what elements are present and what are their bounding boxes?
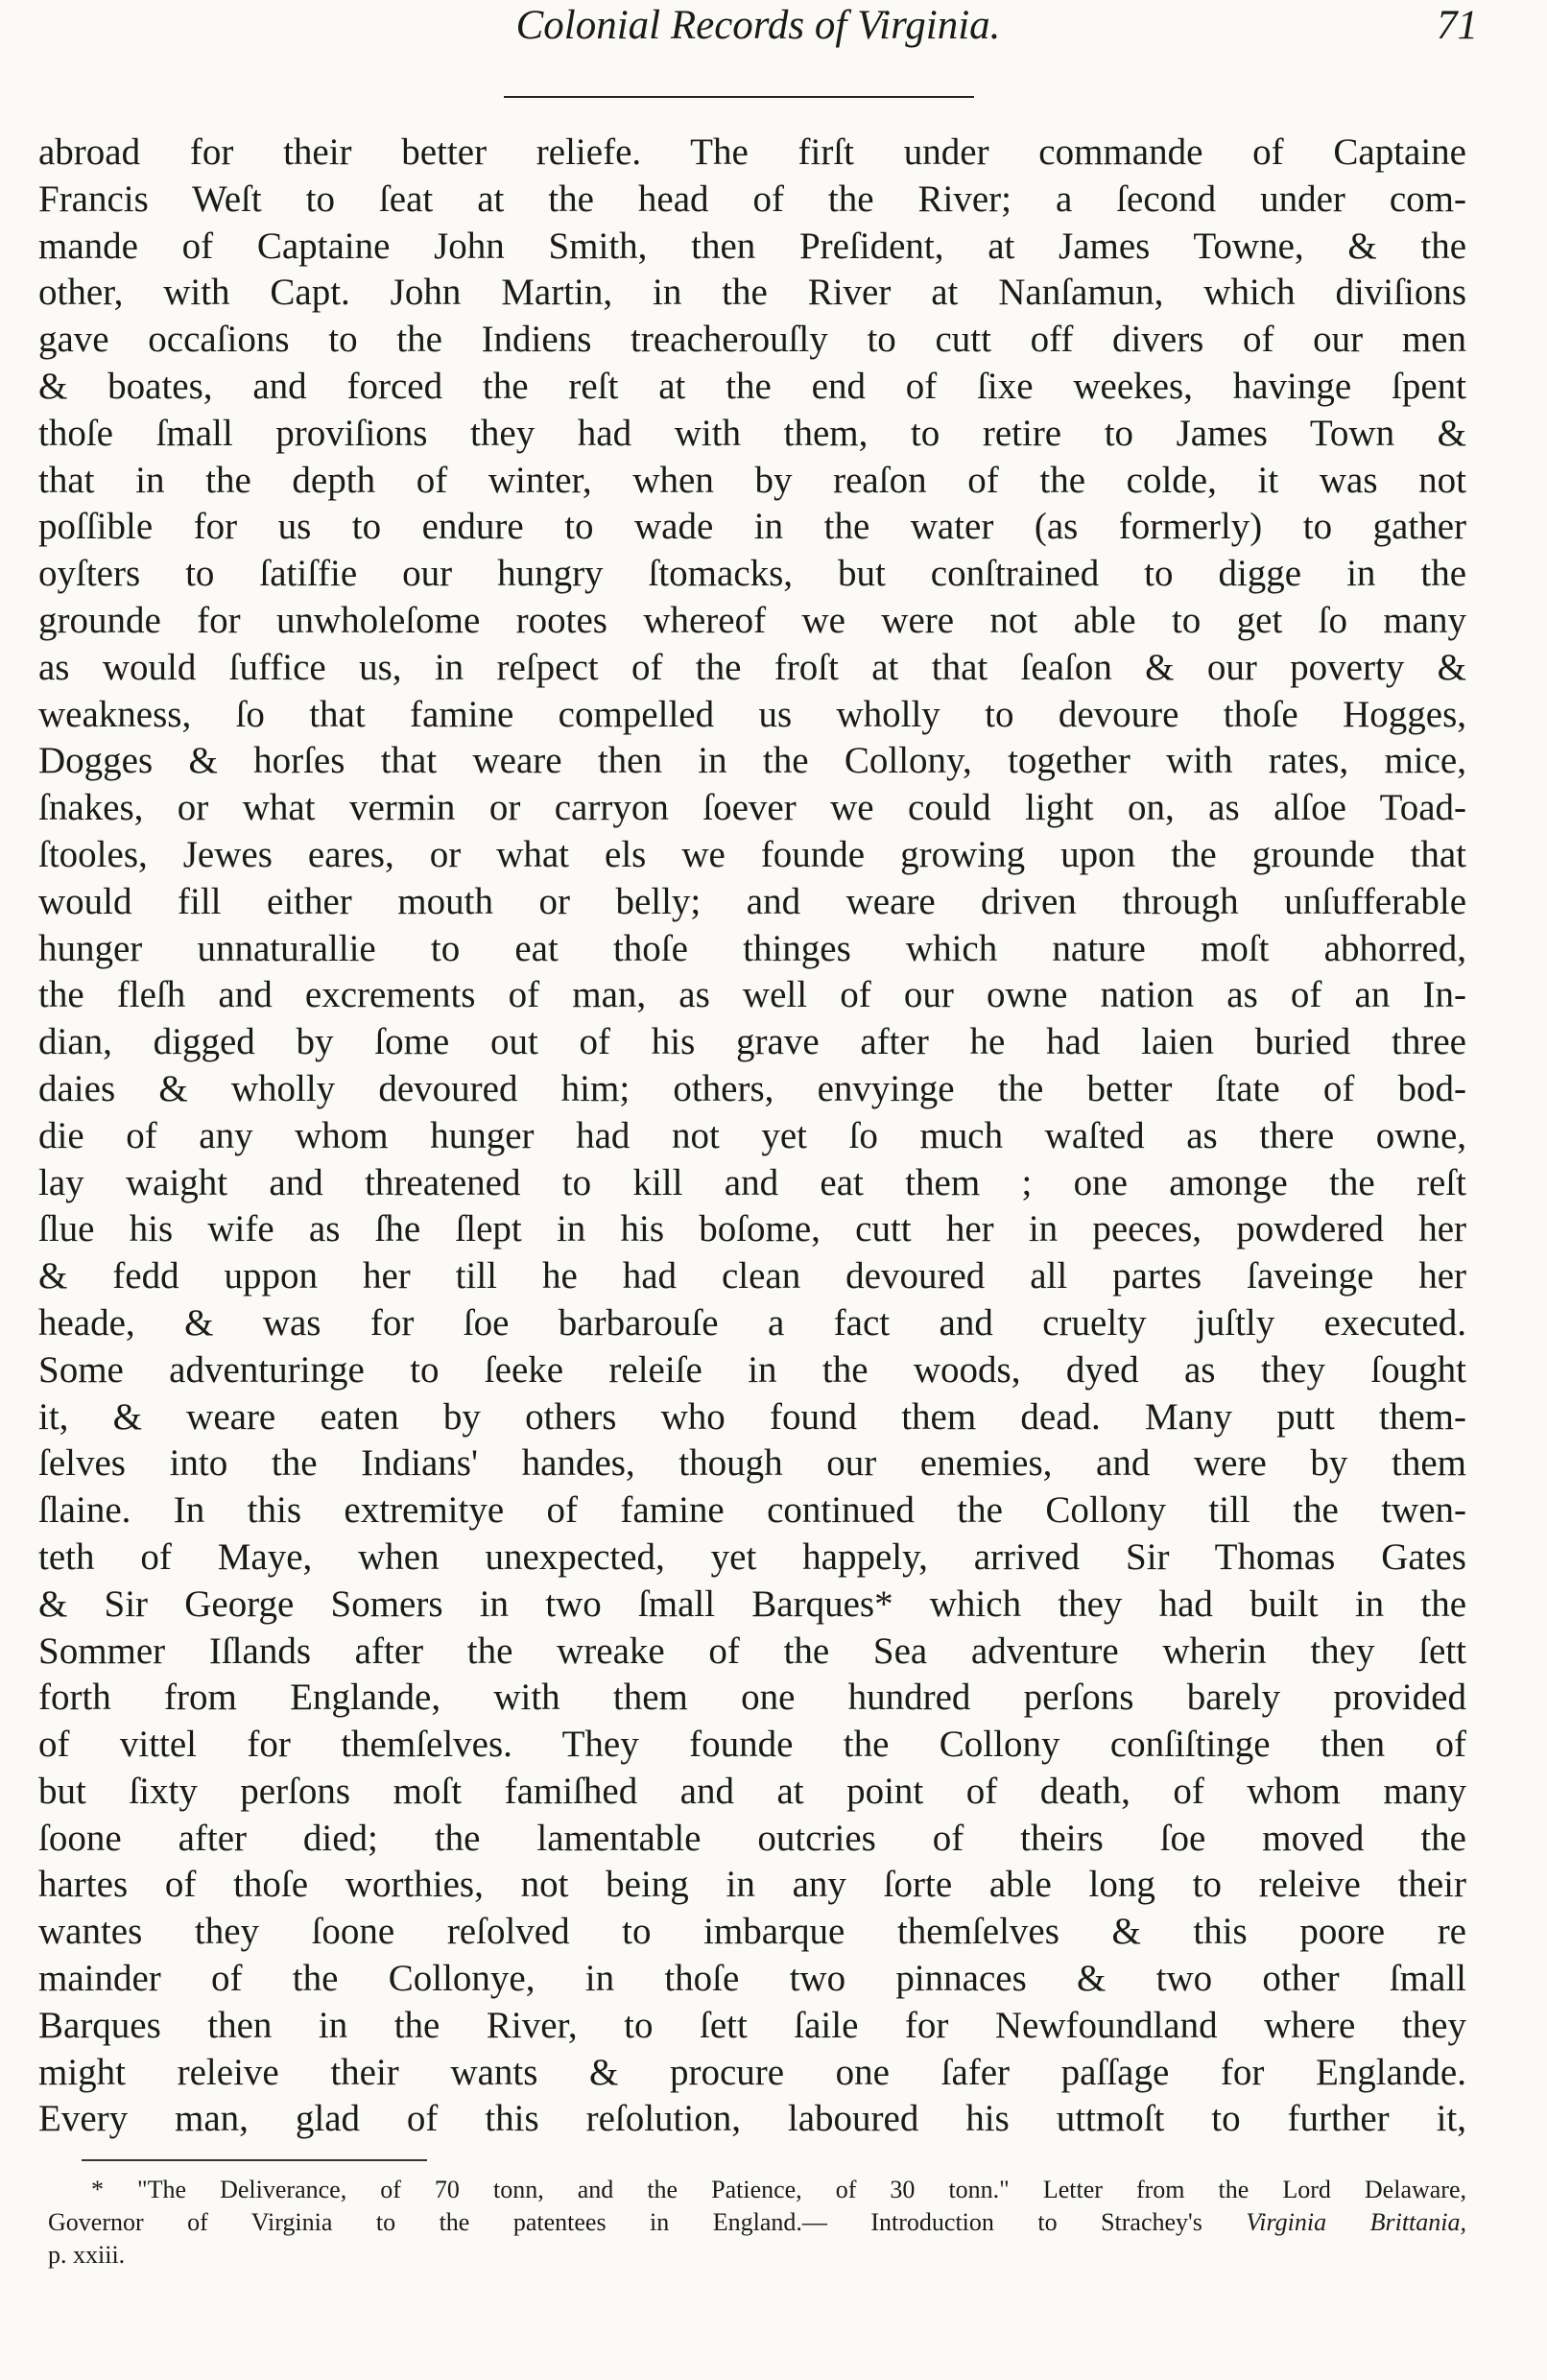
body-line: lay waight and threatened to kill and eat them ; one amonge the reſt — [38, 1161, 1466, 1203]
body-line: Francis Weſt to ſeat at the head of the River; a ſecond under com- — [38, 178, 1466, 220]
footnote-rule — [82, 2159, 427, 2161]
body-line: dian, digged by ſome out of his grave after he had laien buried three — [38, 1021, 1466, 1063]
body-line: ſnakes, or what vermin or carryon ſoever we could light on, as alſoe Toad- — [38, 787, 1466, 829]
body-line: but ſixty perſons moſt famiſhed and at point of death, of whom many — [38, 1770, 1466, 1812]
body-line: it, & weare eaten by others who found them dead. Many putt them- — [38, 1395, 1466, 1438]
body-line: poſſible for us to endure to wade in the water (as formerly) to gather — [38, 506, 1466, 548]
header-rule — [504, 96, 974, 98]
body-line: Sommer Iſlands after the wreake of the Sea adventure wherin they ſett — [38, 1630, 1466, 1672]
body-line: that in the depth of winter, when by reaſon of the colde, it was not — [38, 459, 1466, 501]
body-line: hartes of thoſe worthies, not being in any ſorte able long to releive their — [38, 1864, 1466, 1906]
body-line: ſlaine. In this extremitye of famine continued the Collony till the twen- — [38, 1489, 1466, 1532]
body-line: hunger unnaturallie to eat thoſe thinges which nature moſt abhorred, — [38, 927, 1466, 969]
body-line: gave occaſions to the Indiens treacherouſly to cutt off divers of our men — [38, 319, 1466, 361]
body-line: die of any whom hunger had not yet ſo much waſted as there owne, — [38, 1114, 1466, 1156]
running-title: Colonial Records of Virginia. — [515, 3, 1001, 48]
body-line: teth of Maye, when unexpected, yet happely, arrived Sir Thomas Gates — [38, 1535, 1466, 1578]
footnote-line: p. xxiii. — [48, 2241, 126, 2269]
page-number: 71 — [1437, 3, 1478, 48]
body-line: daies & wholly devoured him; others, envyinge the better ſtate of bod- — [38, 1067, 1466, 1109]
body-line: forth from Englande, with them one hundred perſons barely provided — [38, 1677, 1466, 1719]
body-line: thoſe ſmall proviſions they had with them, to retire to James Town & — [38, 412, 1466, 454]
body-line: Dogges & horſes that weare then in the Collony, together with rates, mice, — [38, 740, 1466, 782]
footnote-line — [48, 2206, 1466, 2239]
body-line: mande of Captaine John Smith, then Preſident, at James Towne, & the — [38, 225, 1466, 267]
body-line: & fedd uppon her till he had clean devoured all partes ſaveinge her — [38, 1255, 1466, 1297]
footnote-book-title: Virginia Brittania, — [1246, 2208, 1466, 2236]
body-line: weakness, ſo that famine compelled us wholly to devoure thoſe Hogges, — [38, 693, 1466, 735]
body-line: would fill either mouth or belly; and weare driven through unſufferable — [38, 880, 1466, 922]
body-line: ſoone after died; the lamentable outcries of theirs ſoe moved the — [38, 1817, 1466, 1859]
body-line: & boates, and forced the reſt at the end of ſixe weekes, havinge ſpent — [38, 365, 1466, 407]
body-line: might releive their wants & procure one ſafer paſſage for Englande. — [38, 2051, 1466, 2093]
footnote — [48, 2174, 1466, 2272]
body-line: as would ſuffice us, in reſpect of the froſt at that ſeaſon & our poverty & — [38, 646, 1466, 688]
body-text — [38, 130, 1466, 2143]
page-header — [38, 0, 1478, 67]
body-line: of vittel for themſelves. They founde the Collony conſiſtinge then of — [38, 1724, 1466, 1766]
body-line: ſlue his wife as ſhe ſlept in his boſome, cutt her in peeces, powdered her — [38, 1208, 1466, 1250]
footnote-text: Governor of Virginia to the patentees in England.— Introduction to Strachey's — [48, 2208, 1247, 2236]
body-line: oyſters to ſatiſfie our hungry ſtomacks, but conſtrained to digge in the — [38, 553, 1466, 595]
body-line: ſelves into the Indians' handes, though our enemies, and were by them — [38, 1442, 1466, 1485]
body-line: the fleſh and excrements of man, as well of our owne nation as of an In- — [38, 974, 1466, 1016]
body-line: Some adventuringe to ſeeke releiſe in the woods, dyed as they ſought — [38, 1348, 1466, 1391]
body-line: heade, & was for ſoe barbarouſe a fact and cruelty juſtly executed. — [38, 1301, 1466, 1344]
body-line: mainder of the Collonye, in thoſe two pinnaces & two other ſmall — [38, 1958, 1466, 2000]
body-line: ſtooles, Jewes eares, or what els we founde growing upon the grounde that — [38, 833, 1466, 875]
body-line: grounde for unwholeſome rootes whereof we were not able to get ſo many — [38, 599, 1466, 641]
footnote-line: * "The Deliverance, of 70 tonn, and the Patience, of 30 tonn." Letter from the Lord Delaware, — [91, 2176, 1466, 2203]
body-line: Barques then in the River, to ſett ſaile for Newfoundland where they — [38, 2004, 1466, 2046]
body-line: & Sir George Somers in two ſmall Barques* which they had built in the — [38, 1583, 1466, 1625]
body-line: Every man, glad of this reſolution, laboured his uttmoſt to further it, — [38, 2098, 1466, 2140]
body-line: wantes they ſoone reſolved to imbarque themſelves & this poore re — [38, 1911, 1466, 1953]
body-line: abroad for their better reliefe. The firſt under commande of Captaine — [38, 131, 1466, 173]
body-line: other, with Capt. John Martin, in the River at Nanſamun, which diviſions — [38, 272, 1466, 314]
